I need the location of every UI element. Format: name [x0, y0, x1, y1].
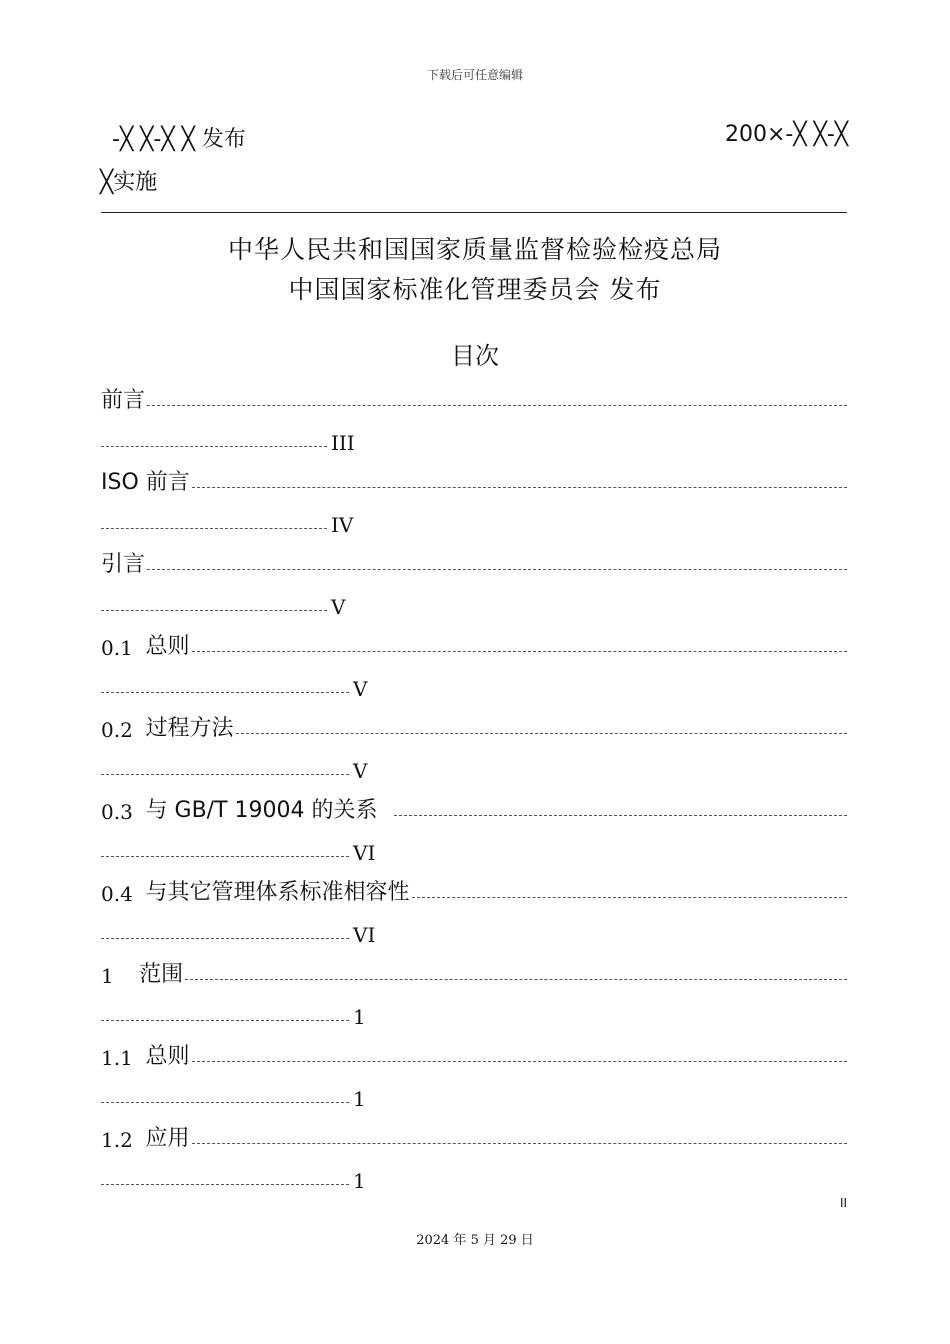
- page-marker: II: [840, 1196, 848, 1210]
- issuing-organization-1: 中华人民共和国国家质量监督检验检疫总局: [227, 235, 722, 264]
- toc-entry-page: V: [353, 759, 368, 783]
- toc-entry[interactable]: [101, 701, 847, 783]
- toc-entry-number: 0.2: [101, 718, 146, 742]
- dot-leader: [101, 774, 349, 775]
- toc-entry-title: 应用: [145, 1126, 190, 1151]
- toc-entry-number: 0.4: [101, 882, 146, 906]
- toc-entry-title: 引言: [101, 552, 146, 577]
- dot-leader: [412, 897, 847, 898]
- toc-entry-title: 与其它管理体系标准相容性: [145, 880, 410, 905]
- toc-entry-page: VI: [353, 923, 376, 947]
- toc-entry-title: 前言: [101, 388, 146, 413]
- toc-entry[interactable]: [101, 1111, 847, 1193]
- toc-entry-page: VI: [353, 841, 376, 865]
- toc-entry-page: V: [353, 677, 368, 701]
- toc-entry-number: 0.1: [101, 636, 146, 660]
- toc-entry-title: ISO 前言: [101, 470, 190, 495]
- toc-entry-number: 1.1: [101, 1046, 146, 1070]
- toc-entry-number: 0.3: [101, 800, 146, 824]
- toc-entry-title: 范围: [139, 962, 184, 987]
- toc-entry-page: 1: [353, 1169, 366, 1193]
- toc-entry-page: IV: [331, 513, 354, 537]
- dot-leader: [101, 1184, 349, 1185]
- dot-leader: [101, 1020, 349, 1021]
- publish-date: -╳ ╳-╳ ╳ 发布: [112, 127, 246, 152]
- toc-entry-number: 1.2: [101, 1128, 146, 1152]
- toc-entry-title: 与 GB/T 19004 的关系: [145, 798, 378, 823]
- toc-entry-title: 总则: [145, 634, 190, 659]
- table-of-contents: [101, 373, 847, 1193]
- toc-entry-title: 总则: [145, 1044, 190, 1069]
- toc-entry[interactable]: [101, 455, 847, 537]
- dot-leader: [394, 815, 848, 816]
- dot-leader: [101, 446, 327, 447]
- toc-entry-page: 1: [353, 1005, 366, 1029]
- toc-entry-page: 1: [353, 1087, 366, 1111]
- dot-leader: [101, 692, 349, 693]
- toc-entry-title: 过程方法: [145, 716, 234, 741]
- toc-entry[interactable]: [101, 537, 847, 619]
- dot-leader: [192, 1061, 847, 1062]
- dot-leader: [185, 979, 847, 980]
- toc-entry[interactable]: [101, 783, 847, 865]
- dot-leader: [101, 1102, 349, 1103]
- implement-date-continued: ╳实施: [100, 170, 158, 195]
- dot-leader: [101, 528, 327, 529]
- dot-leader: [192, 651, 847, 652]
- toc-entry-page: V: [331, 595, 346, 619]
- toc-entry-page: III: [331, 431, 355, 455]
- header-note: 下载后可任意编辑: [426, 68, 523, 82]
- toc-entry[interactable]: [101, 1029, 847, 1111]
- toc-entry[interactable]: [101, 619, 847, 701]
- toc-entry[interactable]: [101, 373, 847, 455]
- dot-leader: [147, 569, 847, 570]
- footer-date: 2024 年 5 月 29 日: [416, 1233, 534, 1248]
- issuing-organization-2: 中国国家标准化管理委员会 发布: [288, 275, 662, 304]
- dot-leader: [192, 1143, 847, 1144]
- dot-leader: [101, 856, 349, 857]
- toc-entry[interactable]: [101, 947, 847, 1029]
- dot-leader: [236, 733, 847, 734]
- horizontal-rule: [101, 212, 847, 213]
- dot-leader: [101, 938, 349, 939]
- dot-leader: [101, 610, 327, 611]
- toc-entry[interactable]: [101, 865, 847, 947]
- toc-entry-number: 1: [101, 964, 140, 988]
- toc-title: 目次: [451, 342, 499, 370]
- dot-leader: [192, 487, 847, 488]
- dot-leader: [147, 405, 847, 406]
- implement-date: 200×-╳ ╳-╳: [724, 122, 848, 147]
